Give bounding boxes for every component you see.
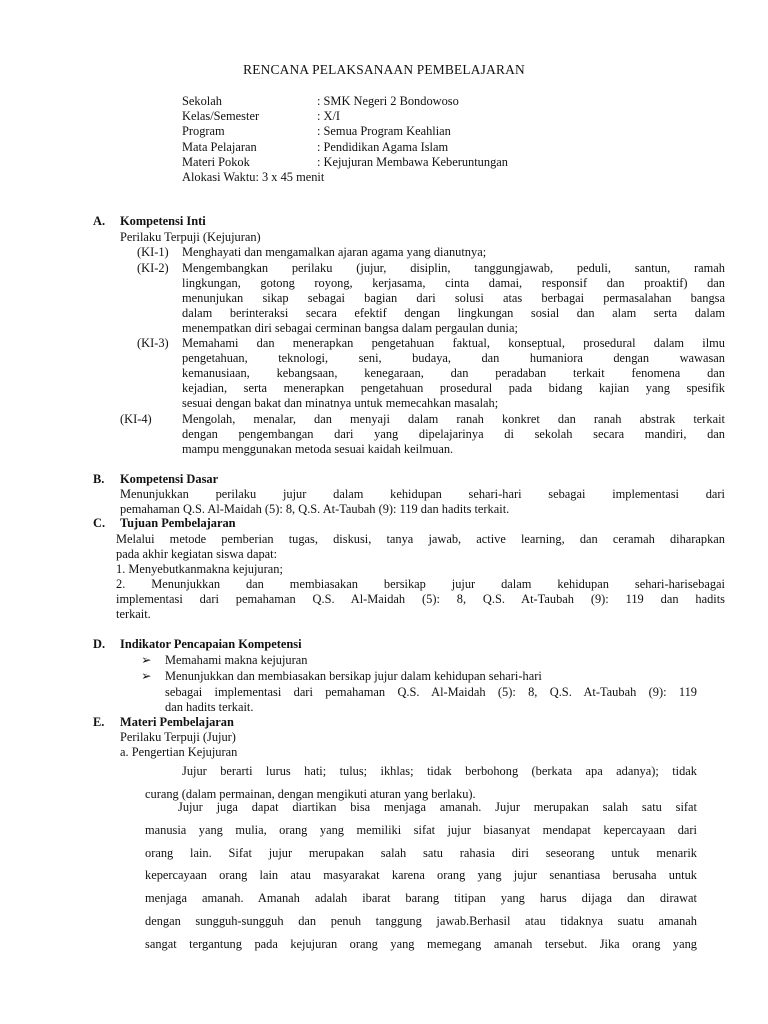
identity-table — [182, 94, 508, 185]
text-line: kejadian, serta menerapkan pengetahuan prosedural pada bidang kajian yang spesifik — [182, 381, 725, 395]
text-line: terkait. — [116, 607, 151, 621]
identity-row — [182, 124, 508, 139]
section-title: Indikator Pencapaian Kompetensi — [120, 637, 302, 651]
section-e-subheading: Perilaku Terpuji (Jujur) — [120, 730, 236, 744]
indicator-item-continuation — [165, 685, 697, 715]
alokasi-waktu: Alokasi Waktu: 3 x 45 menit — [182, 169, 325, 184]
identity-value: : Pendidikan Agama Islam — [317, 139, 449, 154]
section-a-heading — [93, 214, 206, 229]
ki4-code: (KI-4) — [120, 412, 152, 426]
text-line: dengan sungguh-sungguh dan penuh tanggung jawab.Berhasil atau tidaknya suatu amanah — [145, 913, 697, 928]
text-line: 1. Menyebutkanmakna kejujuran; — [116, 562, 283, 576]
text-line: Jujur berarti lurus hati; tulus; ikhlas; tidak berbohong (berkata apa adanya); tidak — [182, 764, 697, 778]
indicator-item — [141, 653, 307, 668]
text-line: sesuai dengan bakat dan minatnya untuk memecahkan masalah; — [182, 396, 499, 410]
text-line: sangat tergantung pada kejujuran orang yang memegang amanah tersebut. Jika orang yang — [145, 936, 697, 951]
ki3-text — [182, 336, 725, 411]
text-line: Mengembangkan perilaku (jujur, disiplin, tanggungjawab, peduli, santun, ramah — [182, 261, 725, 275]
text-line: dalam berinteraksi secara efektif dengan lingkungan sosial dan alam serta dalam — [182, 306, 725, 320]
text-line: orang lain. Sifat jujur merupakan salah satu rahasia diri seseorang untuk menarik — [145, 845, 697, 860]
identity-value: : SMK Negeri 2 Bondowoso — [317, 94, 459, 108]
document-title: RENCANA PELAKSANAAN PEMBELAJARAN — [243, 62, 525, 77]
indicator-text: Memahami makna kejujuran — [165, 653, 308, 667]
section-b-heading — [93, 472, 218, 487]
text-line: menempatkan diri sebagai cerminan bangsa dalam pergaulan dunia; — [182, 321, 518, 335]
arrow-bullet-icon: ➢ — [141, 653, 152, 667]
text-line: implementasi dari pemahaman Q.S. Al-Maidah (5): 8, Q.S. At-Taubah (9): 119 dan hadits — [116, 592, 725, 606]
text-line: mampu menggunakan metoda sesuai kaidah keilmuan. — [182, 442, 454, 456]
indicator-item — [141, 669, 542, 684]
text-line: 2. Menunjukkan dan membiasakan bersikap jujur dalam kehidupan sehari-harisebagai — [116, 577, 725, 591]
section-c-heading — [93, 516, 236, 531]
section-letter: D. — [93, 637, 106, 651]
identity-key: Kelas/Semester — [182, 109, 260, 124]
identity-row — [182, 109, 508, 124]
section-title: Tujuan Pembelajaran — [120, 516, 236, 530]
identity-value: : Semua Program Keahlian — [317, 124, 451, 139]
text-line: dengan pengembangan dari yang dipelajarinya di sekolah secara mandiri, dan — [182, 427, 725, 441]
text-line: Menunjukkan perilaku jujur dalam kehidupan sehari-hari sebagai implementasi dari — [120, 487, 725, 501]
section-title: Kompetensi Dasar — [120, 472, 219, 486]
text-line: pada akhir kegiatan siswa dapat: — [116, 547, 278, 561]
ki4-text — [182, 412, 725, 457]
text-line: curang (dalam permainan, dengan mengikuti aturan yang berlaku). — [145, 786, 476, 801]
text-line: kepercayaan orang lain atau masyarakat karena orang yang jujur senantiasa berusaha untuk — [145, 868, 697, 883]
identity-key: Program — [182, 124, 225, 139]
section-d-heading — [93, 637, 302, 652]
indicator-text: Menunjukkan dan membiasakan bersikap jujur dalam kehidupan sehari-hari — [165, 669, 542, 683]
section-letter: C. — [93, 516, 106, 530]
ki1-code: (KI-1) — [137, 245, 169, 259]
identity-key: Sekolah — [182, 94, 222, 108]
text-line: pengetahuan, teknologi, seni, budaya, dan humaniora dengan wawasan — [182, 351, 725, 365]
section-c-text — [116, 532, 725, 622]
identity-row — [182, 94, 508, 109]
arrow-bullet-icon: ➢ — [141, 669, 152, 683]
text-line: manusia yang mulia, orang yang memiliki sifat jujur biasanyat mendapat kepercayaan dari — [145, 822, 697, 837]
text-line: dan hadits terkait. — [165, 700, 254, 714]
text-line: kemanusiaan, kebangsaan, kenegaraan, dan peradaban terkait fenomena dan — [182, 366, 725, 380]
text-line: Mengolah, menalar, dan menyaji dalam ranah konkret dan ranah abstrak terkait — [182, 412, 725, 426]
identity-key: Materi Pokok — [182, 154, 250, 169]
identity-value: : Kejujuran Membawa Keberuntungan — [317, 154, 508, 169]
identity-row — [182, 140, 508, 155]
section-a-subheading: Perilaku Terpuji (Kejujuran) — [120, 230, 261, 244]
section-letter: A. — [93, 214, 106, 228]
text-line: sebagai implementasi dari pemahaman Q.S. Al-Maidah (5): 8, Q.S. At-Taubah (9): 119 — [165, 685, 697, 699]
section-letter: E. — [93, 715, 105, 729]
paragraph-2 — [145, 796, 697, 956]
text-line: Melalui metode pemberian tugas, diskusi, tanya jawab, active learning, dan ceramah diharapkan — [116, 532, 725, 546]
ki2-text — [182, 261, 725, 336]
ki2-code: (KI-2) — [137, 261, 169, 275]
section-b-text — [120, 487, 725, 517]
identity-key: Mata Pelajaran — [182, 139, 257, 154]
text-line: menjaga amanah. Amanah adalah ibarat barang titipan yang harus dijaga dan dirawat — [145, 891, 697, 906]
section-e-heading — [93, 715, 234, 730]
text-line: Jujur juga dapat diartikan bisa menjaga amanah. Jujur merupakan salah satu sifat — [178, 800, 697, 814]
section-title: Materi Pembelajaran — [120, 715, 234, 729]
text-line: lingkungan, gotong royong, kerjasama, cinta damai, responsif dan proaktif) dan — [182, 276, 725, 290]
text-line: pemahaman Q.S. Al-Maidah (5): 8, Q.S. At-Taubah (9): 119 dan hadits terkait. — [120, 502, 510, 516]
ki3-code: (KI-3) — [137, 336, 169, 350]
section-letter: B. — [93, 472, 105, 486]
section-title: Kompetensi Inti — [120, 214, 206, 228]
text-line: Memahami dan menerapkan pengetahuan faktual, konseptual, prosedural dalam ilmu — [182, 336, 725, 350]
identity-value: : X/I — [317, 109, 341, 124]
ki1-text: Menghayati dan mengamalkan ajaran agama yang dianutnya; — [182, 245, 487, 259]
text-line: menunjukan sikap sebagai bagian dari solusi atas berbagai permasalahan bangsa — [182, 291, 725, 305]
identity-row — [182, 170, 508, 185]
identity-row — [182, 155, 508, 170]
subsection-a-label: a. Pengertian Kejujuran — [120, 745, 238, 759]
